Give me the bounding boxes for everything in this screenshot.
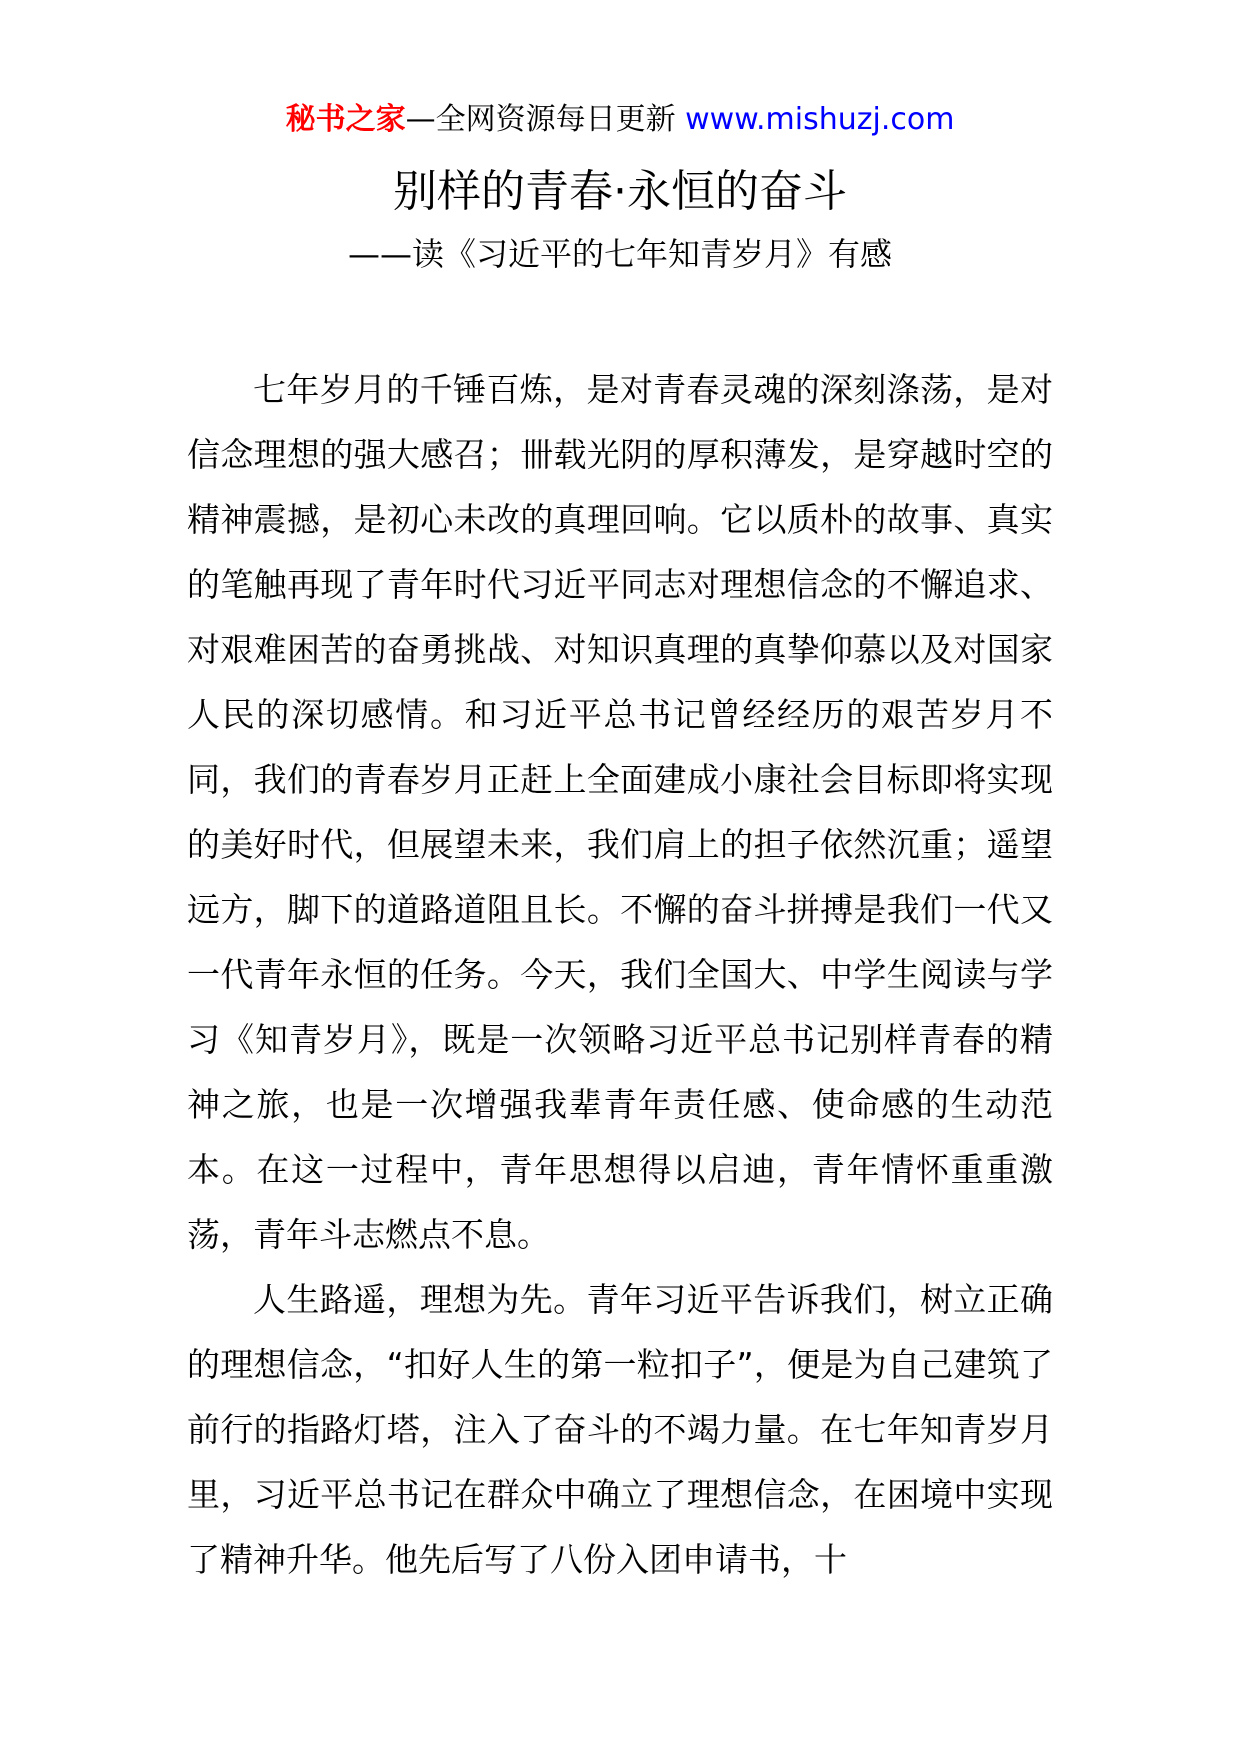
site-url-link[interactable]: www.mishuzj.com bbox=[685, 102, 955, 137]
paragraph-1: 七年岁月的千锤百炼，是对青春灵魂的深刻涤荡，是对信念理想的强大感召；卌载光阴的厚积薄发，是穿越时空的精神震撼，是初心未改的真理回响。它以质朴的故事、真实的笔触再现了青年时代习近平同志对理想信念的不懈追求、对艰难困苦的奋勇挑战、对知识真理的真挚仰慕以及对国家人民的深切感情。和习近平总书记曾经经历的艰苦岁月不同，我们的青春岁月正赶上全面建成小康社会目标即将实现的美好时代，但展望未来，我们肩上的担子依然沉重；遥望远方，脚下的道路道阻且长。不懈的奋斗拼搏是我们一代又一代青年永恒的任务。今天，我们全国大、中学生阅读与学习《知青岁月》，既是一次领略习近平总书记别样青春的精神之旅，也是一次增强我辈青年责任感、使命感的生动范本。在这一过程中，青年思想得以启迪，青年情怀重重激荡，青年斗志燃点不息。 bbox=[187, 370, 1053, 1254]
article-body bbox=[187, 357, 1053, 1592]
article-title: 别样的青春·永恒的奋斗 bbox=[393, 166, 847, 217]
site-header bbox=[0, 100, 1240, 140]
site-brand: 秘书之家 bbox=[285, 102, 406, 137]
site-tagline: —全网资源每日更新 bbox=[405, 102, 686, 137]
article-subtitle: ——读《习近平的七年知青岁月》有感 bbox=[347, 235, 892, 273]
paragraph-2: 人生路遥，理想为先。青年习近平告诉我们，树立正确的理想信念，“扣好人生的第一粒扣子”，便是为自己建筑了前行的指路灯塔，注入了奋斗的不竭力量。在七年知青岁月里，习近平总书记在群众中确立了理想信念，在困境中实现了精神升华。他先后写了八份入团申请书，十 bbox=[187, 1280, 1053, 1579]
